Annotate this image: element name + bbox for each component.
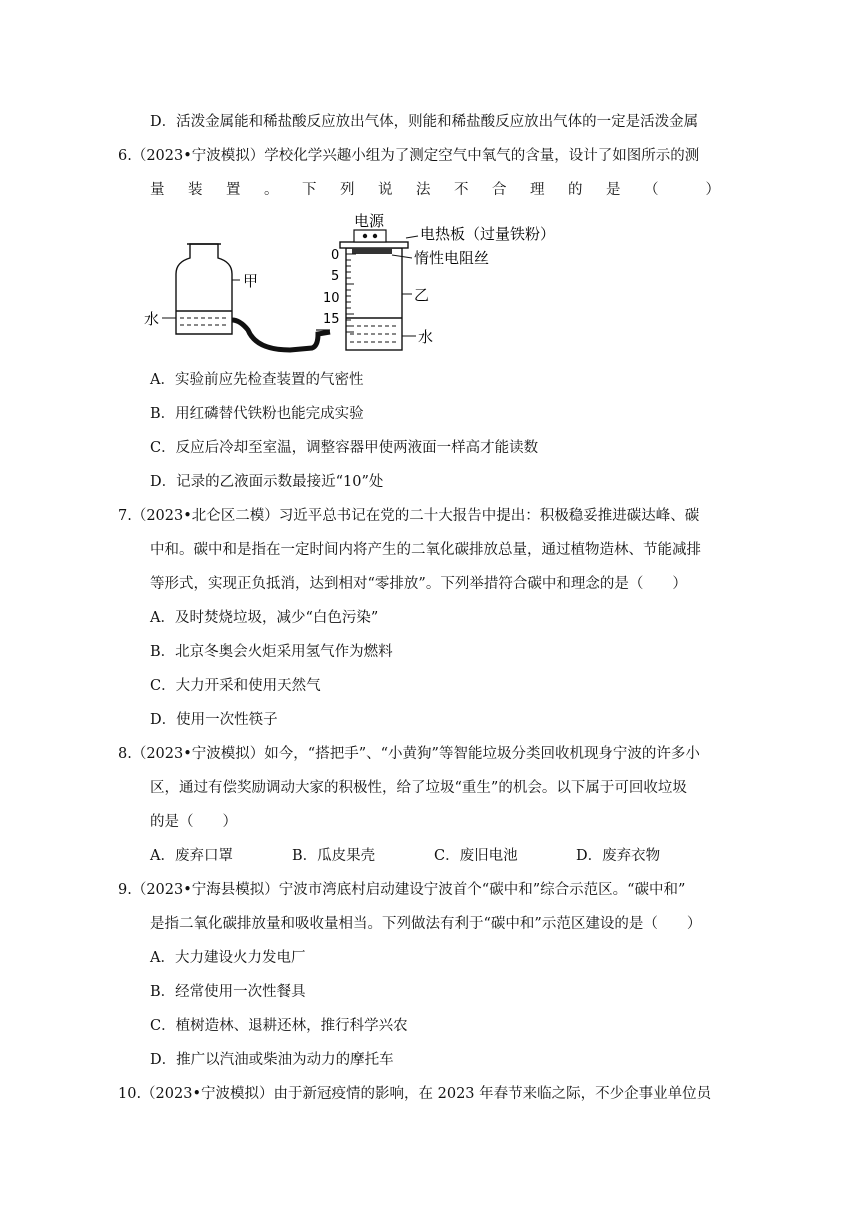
q9-option-a: A．大力建设火力发电厂: [150, 950, 306, 966]
bottle-jia: [176, 244, 232, 334]
q6-char: 。: [264, 182, 279, 198]
label-resistance-wire: 惰性电阻丝: [414, 249, 490, 267]
q8-stem-line1: 8.（2023•宁波模拟）如今，“搭把手”、“小黄狗”等智能垃圾分类回收机现身宁波的许多小: [118, 746, 700, 762]
label-heating-plate: 电热板（过量铁粉）: [420, 225, 556, 243]
q7-stem-line3: 等形式，实现正负抵消，达到相对“零排放”。下列举措符合碳中和理念的是（ ）: [150, 576, 687, 592]
q7-stem-line2: 中和。碳中和是指在一定时间内将产生的二氧化碳排放总量，通过植物造林、节能减排: [150, 542, 701, 558]
q6-char: 合: [492, 182, 507, 198]
plate-pointer: [406, 236, 418, 238]
q8-option-b: B．瓜皮果壳: [292, 848, 376, 864]
q7-stem-line1: 7.（2023•北仑区二模）习近平总书记在党的二十大报告中提出：积极稳妥推进碳达峰、碳: [118, 508, 700, 524]
q6-option-a: A．实验前应先检查装置的气密性: [150, 372, 364, 388]
q6-char: 置: [226, 182, 241, 198]
q6-char: 不: [454, 182, 469, 198]
q6-option-b: B．用红磷替代铁粉也能完成实验: [150, 406, 364, 422]
q6-option-c: C．反应后冷却至室温，调整容器甲使两液面一样高才能读数: [150, 440, 539, 456]
q8-options: [150, 846, 718, 866]
label-water-right: 水: [418, 328, 434, 346]
heating-plate: [340, 230, 408, 254]
q6-char: 的: [568, 182, 583, 198]
q6-apparatus-figure: [140, 208, 580, 358]
q6-char: 装: [188, 182, 203, 198]
label-water-left: 水: [144, 310, 160, 328]
q8-stem-line2: 区，通过有偿奖励调动大家的积极性，给了垃圾“重生”的机会。以下属于可回收垃圾: [150, 780, 687, 796]
q8-option-d: D．废弃衣物: [576, 848, 661, 864]
scale-label-10: 10: [323, 291, 340, 306]
q8-option-c: C．废旧电池: [434, 848, 518, 864]
q6-char: 法: [416, 182, 431, 198]
scale-label-0: 0: [331, 248, 340, 263]
scale-label-5: 5: [331, 269, 340, 284]
q6-char: 理: [530, 182, 545, 198]
q7-option-a: A．及时焚烧垃圾，减少“白色污染”: [150, 610, 379, 626]
q6-char: 说: [378, 182, 393, 198]
q6-char: ）: [705, 182, 720, 198]
scale-label-15: 15: [323, 312, 340, 327]
q6-char: 是: [606, 182, 621, 198]
q8-stem-line3: 的是（ ）: [150, 814, 237, 830]
q7-option-c: C．大力开采和使用天然气: [150, 678, 321, 694]
q6-stem-line2: [150, 180, 720, 200]
q9-option-c: C．植树造林、退耕还林，推行科学兴农: [150, 1018, 408, 1034]
q7-option-b: B．北京冬奥会火炬采用氢气作为燃料: [150, 644, 393, 660]
q9-stem-line1: 9.（2023•宁海县模拟）宁波市湾底村启动建设宁波首个“碳中和”综合示范区。“碳中和”: [118, 882, 686, 898]
label-power: 电源: [354, 212, 385, 230]
q10-stem-line1: 10.（2023•宁波模拟）由于新冠疫情的影响，在 2023 年春节来临之际，不少企事业单位员: [118, 1086, 712, 1102]
q7-option-d: D．使用一次性筷子: [150, 712, 278, 728]
q6-option-d: D．记录的乙液面示数最接近“10”处: [150, 474, 384, 490]
q6-char: 列: [340, 182, 355, 198]
rubber-tube: [232, 320, 330, 350]
label-yi: 乙: [414, 286, 430, 304]
q8-option-a: A．废弃口罩: [150, 848, 233, 864]
q6-char: 量: [150, 182, 165, 198]
q9-stem-line2: 是指二氧化碳排放量和吸收量相当。下列做法有利于“碳中和”示范区建设的是（ ）: [150, 916, 702, 932]
scale: [346, 254, 356, 334]
q6-stem-line1: 6.（2023•宁波模拟）学校化学兴趣小组为了测定空气中氧气的含量，设计了如图所示的测: [118, 148, 700, 164]
q9-option-b: B．经常使用一次性餐具: [150, 984, 306, 1000]
label-jia: 甲: [243, 272, 259, 290]
q6-char: （: [644, 182, 659, 198]
container-yi: [346, 248, 402, 350]
q5-option-d: D．活泼金属能和稀盐酸反应放出气体，则能和稀盐酸反应放出气体的一定是活泼金属: [150, 114, 699, 130]
q6-char: 下: [302, 182, 317, 198]
q9-option-d: D．推广以汽油或柴油为动力的摩托车: [150, 1052, 394, 1068]
